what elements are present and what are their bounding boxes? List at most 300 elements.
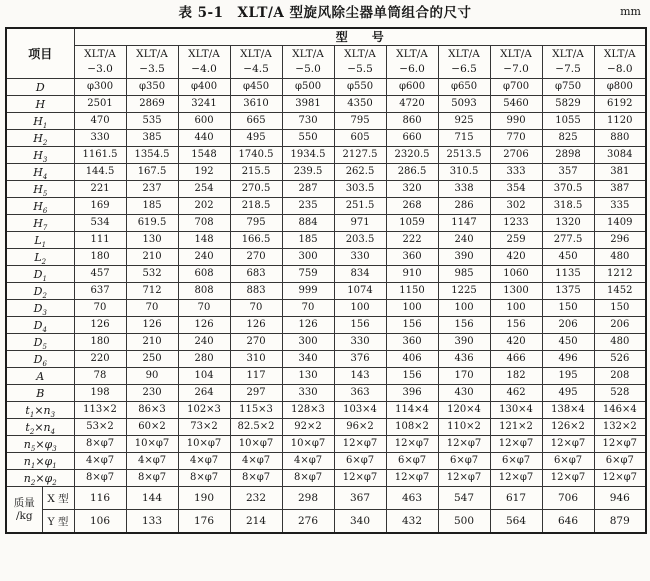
- table-cell: 8×φ7: [178, 470, 230, 487]
- model-prefix: XLT/A: [344, 48, 376, 60]
- table-cell: 190: [178, 487, 230, 510]
- table-cell: 12×φ7: [438, 436, 490, 453]
- table-cell: 605: [334, 130, 386, 147]
- table-cell: φ550: [334, 79, 386, 96]
- row-label: $D_4$: [6, 317, 74, 334]
- model-suffix: −8.0: [607, 63, 633, 75]
- table-cell: 287: [282, 181, 334, 198]
- table-cell: 218.5: [230, 198, 282, 215]
- model-suffix: −4.5: [243, 63, 269, 75]
- table-cell: 70: [230, 300, 282, 317]
- table-cell: 357: [542, 164, 594, 181]
- table-cell: 100: [386, 300, 438, 317]
- table-cell: 436: [438, 351, 490, 368]
- table-cell: 210: [126, 334, 178, 351]
- table-row: [6, 385, 646, 402]
- table-cell: 116: [74, 487, 126, 510]
- table-cell: 300: [282, 334, 334, 351]
- row-label: $D_5$: [6, 334, 74, 351]
- table-cell: 6×φ7: [490, 453, 542, 470]
- table-cell: 4×φ7: [74, 453, 126, 470]
- table-cell: 795: [230, 215, 282, 232]
- table-cell: 310: [230, 351, 282, 368]
- table-cell: 300: [282, 249, 334, 266]
- table-cell: 166.5: [230, 232, 282, 249]
- table-cell: 333: [490, 164, 542, 181]
- table-row-mass-x: [6, 487, 646, 510]
- table-cell: 264: [178, 385, 230, 402]
- table-row: [6, 164, 646, 181]
- table-row: [6, 470, 646, 487]
- table-cell: 340: [334, 510, 386, 534]
- table-cell: 156: [438, 317, 490, 334]
- table-row-mass-y: [6, 510, 646, 534]
- table-cell: 390: [438, 249, 490, 266]
- table-cell: 385: [126, 130, 178, 147]
- table-row: [6, 113, 646, 130]
- row-label: $H_1$: [6, 113, 74, 130]
- table-cell: 432: [386, 510, 438, 534]
- title-bar: [0, 3, 650, 25]
- table-cell: 128×3: [282, 402, 334, 419]
- table-cell: 8×φ7: [282, 470, 334, 487]
- table-row: [6, 79, 646, 96]
- table-cell: 185: [126, 198, 178, 215]
- table-cell: 10×φ7: [230, 436, 282, 453]
- row-label: $D_3$: [6, 300, 74, 317]
- table-cell: 250: [126, 351, 178, 368]
- table-cell: 5093: [438, 96, 490, 113]
- row-label: $n_5\times\varphi_3$: [6, 436, 74, 453]
- table-cell: 534: [74, 215, 126, 232]
- table-row: [6, 283, 646, 300]
- table-cell: 1320: [542, 215, 594, 232]
- table-cell: 8×φ7: [230, 470, 282, 487]
- table-cell: 480: [594, 334, 646, 351]
- row-label: A: [6, 368, 74, 385]
- table-cell: 637: [74, 283, 126, 300]
- table-cell: 2706: [490, 147, 542, 164]
- table-cell: 390: [438, 334, 490, 351]
- row-label: $H_5$: [6, 181, 74, 198]
- table-cell: 2513.5: [438, 147, 490, 164]
- table-cell: 495: [230, 130, 282, 147]
- table-cell: φ700: [490, 79, 542, 96]
- table-cell: 1212: [594, 266, 646, 283]
- table-cell: 210: [126, 249, 178, 266]
- table-cell: 6192: [594, 96, 646, 113]
- table-cell: 381: [594, 164, 646, 181]
- table-cell: 463: [386, 487, 438, 510]
- table-cell: 12×φ7: [490, 470, 542, 487]
- row-label-mass-type: X 型: [42, 487, 74, 510]
- row-label: $H_3$: [6, 147, 74, 164]
- table-cell: 440: [178, 130, 230, 147]
- table-cell: 195: [542, 368, 594, 385]
- table-cell: 126: [282, 317, 334, 334]
- table-cell: 206: [594, 317, 646, 334]
- table-cell: 276: [282, 510, 334, 534]
- table-cell: 270: [230, 334, 282, 351]
- table-cell: 330: [282, 385, 334, 402]
- table-cell: 232: [230, 487, 282, 510]
- table-cell: 1225: [438, 283, 490, 300]
- table-cell: 73×2: [178, 419, 230, 436]
- table-cell: 10×φ7: [282, 436, 334, 453]
- table-cell: 277.5: [542, 232, 594, 249]
- table-cell: 706: [542, 487, 594, 510]
- table-row: [6, 402, 646, 419]
- table-cell: 5460: [490, 96, 542, 113]
- table-cell: 251.5: [334, 198, 386, 215]
- col-header-group: 型 号: [74, 28, 646, 46]
- table-cell: 387: [594, 181, 646, 198]
- table-cell: 114×4: [386, 402, 438, 419]
- table-cell: 126×2: [542, 419, 594, 436]
- table-cell: 340: [282, 351, 334, 368]
- table-cell: 1354.5: [126, 147, 178, 164]
- table-cell: 619.5: [126, 215, 178, 232]
- table-row: [6, 453, 646, 470]
- table-cell: φ500: [282, 79, 334, 96]
- table-cell: 78: [74, 368, 126, 385]
- table-cell: 4×φ7: [230, 453, 282, 470]
- table-cell: 104: [178, 368, 230, 385]
- table-cell: 126: [126, 317, 178, 334]
- table-cell: 115×3: [230, 402, 282, 419]
- table-cell: 6×φ7: [386, 453, 438, 470]
- table-cell: 470: [74, 113, 126, 130]
- table-cell: 795: [334, 113, 386, 130]
- table-cell: 4350: [334, 96, 386, 113]
- table-cell: 70: [282, 300, 334, 317]
- table-cell: 770: [490, 130, 542, 147]
- table-row: [6, 130, 646, 147]
- table-cell: φ450: [230, 79, 282, 96]
- table-cell: 303.5: [334, 181, 386, 198]
- table-cell: 2127.5: [334, 147, 386, 164]
- table-cell: 884: [282, 215, 334, 232]
- table-cell: 4×φ7: [178, 453, 230, 470]
- model-prefix: XLT/A: [188, 48, 220, 60]
- col-header-model: [230, 46, 282, 79]
- table-cell: 3981: [282, 96, 334, 113]
- table-cell: 176: [178, 510, 230, 534]
- table-cell: φ750: [542, 79, 594, 96]
- table-cell: 100: [438, 300, 490, 317]
- table-cell: 457: [74, 266, 126, 283]
- table-cell: 999: [282, 283, 334, 300]
- table-cell: 990: [490, 113, 542, 130]
- table-cell: 363: [334, 385, 386, 402]
- table-cell: 825: [542, 130, 594, 147]
- table-cell: 138×4: [542, 402, 594, 419]
- table-cell: φ800: [594, 79, 646, 96]
- table-cell: 1120: [594, 113, 646, 130]
- table-title: 表 5-1 XLT/A 型旋风除尘器单筒组合的尺寸: [178, 5, 472, 21]
- table-cell: 354: [490, 181, 542, 198]
- row-label: H: [6, 96, 74, 113]
- col-header-model: [386, 46, 438, 79]
- table-cell: 100: [334, 300, 386, 317]
- table-cell: 198: [74, 385, 126, 402]
- col-header-model: [126, 46, 178, 79]
- table-cell: 1233: [490, 215, 542, 232]
- row-label: $D_6$: [6, 351, 74, 368]
- table-row: [6, 419, 646, 436]
- table-cell: 103×4: [334, 402, 386, 419]
- row-label: $H_6$: [6, 198, 74, 215]
- table-cell: 2869: [126, 96, 178, 113]
- table-row: [6, 181, 646, 198]
- row-label: $n_2\times\varphi_2$: [6, 470, 74, 487]
- table-cell: 1934.5: [282, 147, 334, 164]
- row-label-mass-type: Y 型: [42, 510, 74, 534]
- table-cell: 4720: [386, 96, 438, 113]
- table-cell: 53×2: [74, 419, 126, 436]
- table-cell: 8×φ7: [74, 470, 126, 487]
- table-cell: 156: [386, 317, 438, 334]
- table-cell: 6×φ7: [542, 453, 594, 470]
- model-prefix: XLT/A: [500, 48, 532, 60]
- table-row: [6, 351, 646, 368]
- model-suffix: −4.0: [191, 63, 217, 75]
- table-cell: 126: [230, 317, 282, 334]
- table-cell: 108×2: [386, 419, 438, 436]
- model-suffix: −7.0: [503, 63, 529, 75]
- table-cell: 144.5: [74, 164, 126, 181]
- table-cell: 1147: [438, 215, 490, 232]
- table-cell: 169: [74, 198, 126, 215]
- table-cell: 396: [386, 385, 438, 402]
- model-prefix: XLT/A: [84, 48, 116, 60]
- table-cell: 320: [386, 181, 438, 198]
- table-cell: 547: [438, 487, 490, 510]
- table-cell: 330: [334, 334, 386, 351]
- table-cell: 96×2: [334, 419, 386, 436]
- table-cell: 230: [126, 385, 178, 402]
- table-cell: 376: [334, 351, 386, 368]
- row-label: $H_7$: [6, 215, 74, 232]
- table-cell: 2320.5: [386, 147, 438, 164]
- table-cell: 60×2: [126, 419, 178, 436]
- model-suffix: −7.5: [555, 63, 581, 75]
- table-cell: 70: [74, 300, 126, 317]
- table-row: [6, 249, 646, 266]
- table-cell: 148: [178, 232, 230, 249]
- table-cell: 8×φ7: [126, 470, 178, 487]
- unit-label: mm: [620, 5, 641, 18]
- table-cell: 82.5×2: [230, 419, 282, 436]
- table-cell: 208: [594, 368, 646, 385]
- table-cell: 100: [490, 300, 542, 317]
- table-row: [6, 96, 646, 113]
- table-cell: 526: [594, 351, 646, 368]
- table-cell: 2501: [74, 96, 126, 113]
- table-cell: 462: [490, 385, 542, 402]
- table-cell: 280: [178, 351, 230, 368]
- table-row: [6, 334, 646, 351]
- table-cell: 420: [490, 249, 542, 266]
- table-cell: 298: [282, 487, 334, 510]
- table-cell: 133: [126, 510, 178, 534]
- row-label: D: [6, 79, 74, 96]
- table-cell: φ650: [438, 79, 490, 96]
- table-row: [6, 317, 646, 334]
- table-cell: 262.5: [334, 164, 386, 181]
- table-cell: 215.5: [230, 164, 282, 181]
- table-cell: 2898: [542, 147, 594, 164]
- table-cell: 102×3: [178, 402, 230, 419]
- model-suffix: −5.0: [295, 63, 321, 75]
- table-cell: 126: [74, 317, 126, 334]
- table-cell: 330: [74, 130, 126, 147]
- table-cell: 759: [282, 266, 334, 283]
- table-row: [6, 215, 646, 232]
- col-header-model: [438, 46, 490, 79]
- table-cell: 110×2: [438, 419, 490, 436]
- table-cell: 5829: [542, 96, 594, 113]
- table-cell: 1740.5: [230, 147, 282, 164]
- table-cell: 367: [334, 487, 386, 510]
- table-cell: 330: [334, 249, 386, 266]
- table-cell: 203.5: [334, 232, 386, 249]
- table-cell: 3241: [178, 96, 230, 113]
- table-cell: 712: [126, 283, 178, 300]
- table-cell: φ600: [386, 79, 438, 96]
- table-cell: 270.5: [230, 181, 282, 198]
- table-cell: 130: [282, 368, 334, 385]
- table-cell: 310.5: [438, 164, 490, 181]
- table-cell: 214: [230, 510, 282, 534]
- table-cell: φ400: [178, 79, 230, 96]
- model-prefix: XLT/A: [603, 48, 636, 60]
- table-cell: 220: [74, 351, 126, 368]
- table-cell: 6×φ7: [438, 453, 490, 470]
- table-cell: 480: [594, 249, 646, 266]
- table-cell: 6×φ7: [594, 453, 646, 470]
- table-cell: 3610: [230, 96, 282, 113]
- model-suffix: −5.5: [347, 63, 373, 75]
- table-cell: 883: [230, 283, 282, 300]
- table-cell: 240: [438, 232, 490, 249]
- table-cell: 10×φ7: [126, 436, 178, 453]
- table-cell: 132×2: [594, 419, 646, 436]
- table-cell: 715: [438, 130, 490, 147]
- model-prefix: XLT/A: [292, 48, 324, 60]
- table-row: [6, 436, 646, 453]
- table-cell: 660: [386, 130, 438, 147]
- table-cell: 730: [282, 113, 334, 130]
- col-header-model: [490, 46, 542, 79]
- row-label: $n_1\times\varphi_1$: [6, 453, 74, 470]
- row-label: $t_1\times n_3$: [6, 402, 74, 419]
- dimension-table: [5, 27, 647, 534]
- table-cell: 240: [178, 334, 230, 351]
- table-cell: 222: [386, 232, 438, 249]
- table-cell: 532: [126, 266, 178, 283]
- model-prefix: XLT/A: [240, 48, 272, 60]
- table-cell: 206: [542, 317, 594, 334]
- table-cell: 495: [542, 385, 594, 402]
- table-cell: 1055: [542, 113, 594, 130]
- table-row: [6, 368, 646, 385]
- table-cell: 708: [178, 215, 230, 232]
- table-cell: 150: [542, 300, 594, 317]
- table-cell: 12×φ7: [386, 470, 438, 487]
- col-header-model: [74, 46, 126, 79]
- table-cell: 239.5: [282, 164, 334, 181]
- table-cell: 12×φ7: [334, 470, 386, 487]
- col-header-item: 项目: [6, 28, 74, 79]
- table-cell: 535: [126, 113, 178, 130]
- table-cell: 10×φ7: [178, 436, 230, 453]
- model-prefix: XLT/A: [448, 48, 480, 60]
- table-cell: 646: [542, 510, 594, 534]
- table-cell: 146×4: [594, 402, 646, 419]
- table-cell: 180: [74, 249, 126, 266]
- table-cell: φ350: [126, 79, 178, 96]
- row-label: $H_4$: [6, 164, 74, 181]
- table-cell: 240: [178, 249, 230, 266]
- col-header-model: [334, 46, 386, 79]
- table-cell: 12×φ7: [490, 436, 542, 453]
- table-cell: 286.5: [386, 164, 438, 181]
- table-cell: 608: [178, 266, 230, 283]
- table-cell: 130: [126, 232, 178, 249]
- table-cell: 1150: [386, 283, 438, 300]
- table-cell: 550: [282, 130, 334, 147]
- table-cell: 12×φ7: [334, 436, 386, 453]
- table-cell: 296: [594, 232, 646, 249]
- table-cell: 1074: [334, 283, 386, 300]
- table-cell: φ300: [74, 79, 126, 96]
- row-label: $L_1$: [6, 232, 74, 249]
- table-cell: 420: [490, 334, 542, 351]
- table-cell: 1135: [542, 266, 594, 283]
- table-row: [6, 232, 646, 249]
- row-label: $D_1$: [6, 266, 74, 283]
- table-cell: 1452: [594, 283, 646, 300]
- table-cell: 156: [334, 317, 386, 334]
- table-cell: 360: [386, 334, 438, 351]
- table-cell: 4×φ7: [282, 453, 334, 470]
- col-header-model: [178, 46, 230, 79]
- table-cell: 286: [438, 198, 490, 215]
- col-header-model: [282, 46, 334, 79]
- table-cell: 1060: [490, 266, 542, 283]
- table-cell: 860: [386, 113, 438, 130]
- table-cell: 564: [490, 510, 542, 534]
- header-row-models: [6, 46, 646, 79]
- table-cell: 370.5: [542, 181, 594, 198]
- table-cell: 1375: [542, 283, 594, 300]
- table-cell: 221: [74, 181, 126, 198]
- table-cell: 335: [594, 198, 646, 215]
- model-suffix: −3.5: [139, 63, 165, 75]
- table-cell: 156: [490, 317, 542, 334]
- table-cell: 86×3: [126, 402, 178, 419]
- table-cell: 12×φ7: [438, 470, 490, 487]
- table-cell: 302: [490, 198, 542, 215]
- model-prefix: XLT/A: [552, 48, 584, 60]
- table-cell: 297: [230, 385, 282, 402]
- table-cell: 466: [490, 351, 542, 368]
- table-cell: 946: [594, 487, 646, 510]
- header-row-group: [6, 28, 646, 46]
- col-header-model: [542, 46, 594, 79]
- table-cell: 111: [74, 232, 126, 249]
